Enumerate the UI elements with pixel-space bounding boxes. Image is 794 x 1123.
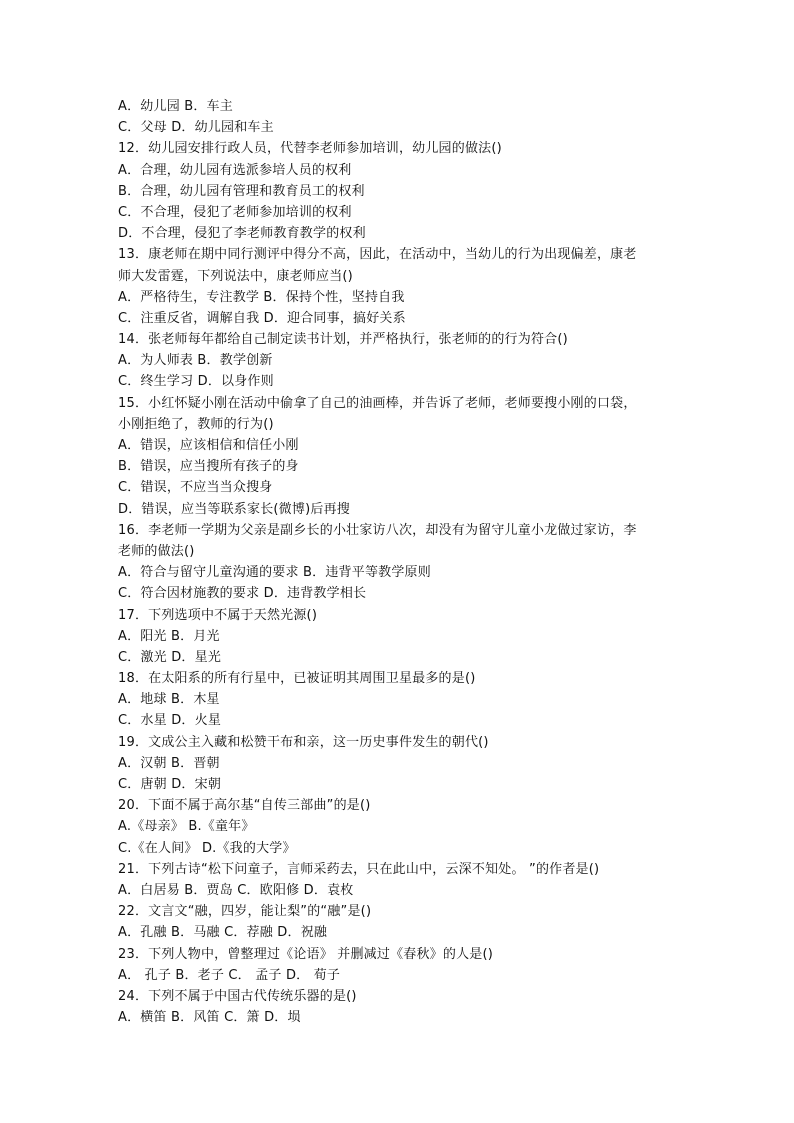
question-18: 18．在太阳系的所有行星中，已被证明其周围卫星最多的是() bbox=[118, 671, 476, 687]
option-line: C．水星 D．火星 bbox=[118, 713, 222, 729]
question-17: 17．下列选项中不属于天然光源() bbox=[118, 607, 318, 623]
option-line: C．不合理，侵犯了老师参加培训的权利 bbox=[118, 204, 352, 220]
option-line: D．错误，应当等联系家长(微博)后再搜 bbox=[118, 501, 350, 517]
option-line: A．阳光 B．月光 bbox=[118, 628, 220, 644]
option-line: A．为人师表 B．教学创新 bbox=[118, 353, 273, 369]
option-line: A．符合与留守儿童沟通的要求 B．违背平等教学原则 bbox=[118, 565, 431, 581]
option-line: A．错误，应该相信和信任小刚 bbox=[118, 438, 299, 453]
option-line: C．符合因材施教的要求 D．违背教学相长 bbox=[118, 586, 367, 602]
option-line: C．注重反省，调解自我 D．迎合同事，搞好关系 bbox=[118, 310, 406, 326]
question-12: 12．幼儿园安排行政人员，代替李老师参加培训，幼儿园的做法() bbox=[118, 141, 502, 157]
question-15-continued: 小刚拒绝了，教师的行为() bbox=[118, 416, 274, 432]
question-19: 19．文成公主入藏和松赞干布和亲，这一历史事件发生的朝代() bbox=[118, 734, 489, 750]
option-line: C．唐朝 D．宋朝 bbox=[118, 777, 222, 792]
option-line: B．错误，应当搜所有孩子的身 bbox=[118, 459, 299, 475]
question-22: 22．文言文“融，四岁，能让梨”的“融”是() bbox=[118, 904, 372, 920]
option-line: C．终生学习 D．以身作则 bbox=[118, 374, 274, 390]
option-line: A．合理，幼儿园有选派参培人员的权利 bbox=[118, 162, 352, 178]
option-line: A．汉朝 B．晋朝 bbox=[118, 755, 220, 771]
option-line: A．地球 B．木星 bbox=[118, 692, 220, 708]
option-line: A．孔融 B．马融 C．荐融 D．祝融 bbox=[118, 925, 328, 941]
question-21: 21．下列古诗“松下问童子，言师采药去，只在此山中，云深不知处。 ”的作者是() bbox=[118, 861, 600, 877]
question-20: 20．下面不属于高尔基“自传三部曲”的是() bbox=[118, 798, 371, 814]
option-line: C．错误，不应当当众搜身 bbox=[118, 480, 273, 496]
option-line: A． 孔子 B．老子 C． 孟子 D． 荀子 bbox=[118, 967, 341, 983]
option-line: A．严格待生，专注教学 B．保持个性，坚持自我 bbox=[118, 289, 405, 305]
question-13-continued: 师大发雷霆，下列说法中，康老师应当() bbox=[118, 268, 353, 284]
question-16-continued: 老师的做法() bbox=[118, 543, 195, 559]
option-line: D．不合理，侵犯了李老师教育教学的权利 bbox=[118, 226, 366, 242]
question-23: 23．下列人物中，曾整理过《论语》 并删减过《春秋》的人是() bbox=[118, 946, 494, 962]
question-14: 14．张老师每年都给自己制定读书计划，并严格执行，张老师的的行为符合() bbox=[118, 332, 568, 348]
option-line: C.《在人间》 D.《我的大学》 bbox=[118, 840, 296, 856]
question-13: 13．康老师在期中同行测评中得分不高，因此，在活动中，当幼儿的行为出现偏差，康老 bbox=[118, 247, 637, 263]
question-16: 16．李老师一学期为父亲是副乡长的小壮家访八次，却没有为留守儿童小龙做过家访，李 bbox=[118, 522, 637, 538]
document-body bbox=[118, 96, 678, 1028]
option-line: C．激光 D．星光 bbox=[118, 649, 222, 665]
option-line: A.《母亲》 B.《童年》 bbox=[118, 819, 255, 835]
option-line: B．合理，幼儿园有管理和教育员工的权利 bbox=[118, 183, 365, 199]
question-24: 24．下列不属于中国古代传统乐器的是() bbox=[118, 988, 357, 1004]
option-line: A．幼儿园 B．车主 bbox=[118, 99, 233, 114]
option-line: A．横笛 B．风笛 C．箫 D．埙 bbox=[118, 1010, 301, 1026]
question-15: 15．小红怀疑小刚在活动中偷拿了自己的油画棒，并告诉了老师，老师要搜小刚的口袋， bbox=[118, 395, 637, 411]
option-line: C．父母 D．幼儿园和车主 bbox=[118, 120, 274, 136]
option-line: A．白居易 B．贾岛 C．欧阳修 D．袁枚 bbox=[118, 882, 354, 898]
